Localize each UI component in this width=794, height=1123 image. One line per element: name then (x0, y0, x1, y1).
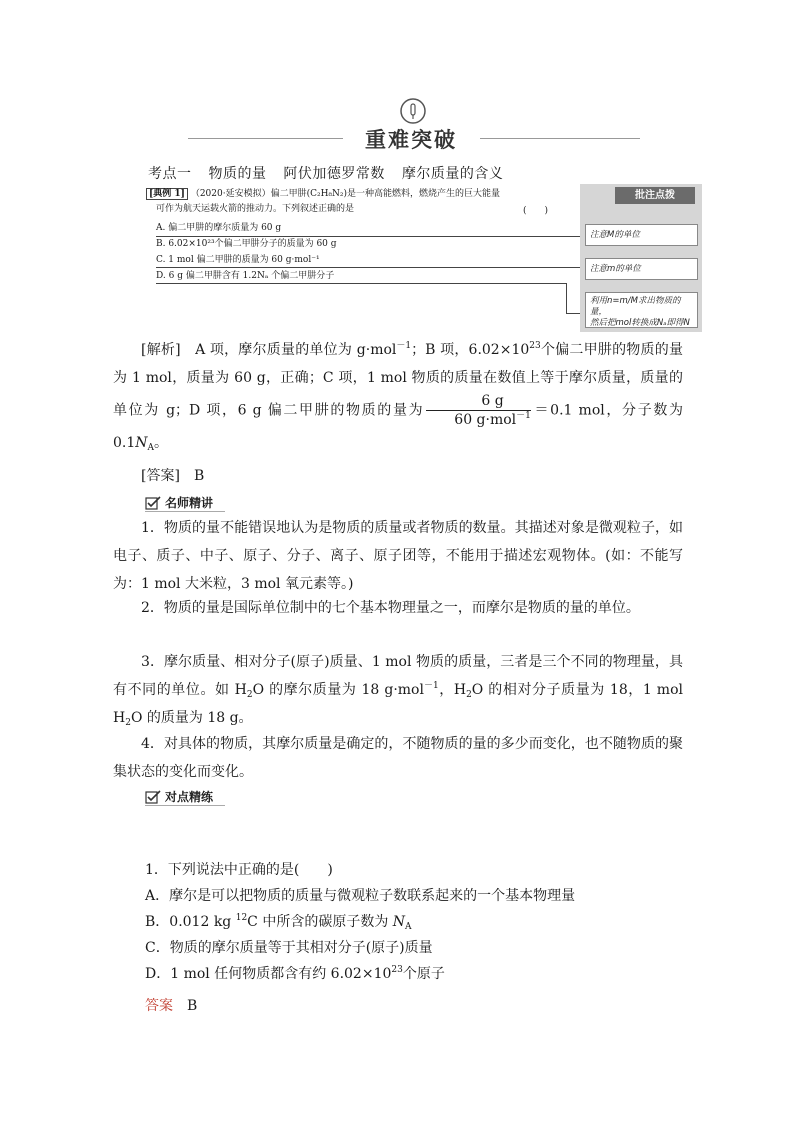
annotation-note-3-line-2: 然后把mol转换成Nₐ即得N (590, 318, 690, 328)
topic-part-2: 阿伏加德罗常数 (283, 166, 385, 182)
banner-rule-left (188, 138, 343, 139)
topic-number: 考点一 (148, 166, 192, 182)
annotation-note-2: 注意m的单位 (585, 258, 698, 280)
leader-line-d-vertical (566, 283, 567, 313)
leader-line-d (156, 283, 366, 284)
annotation-note-3 (585, 292, 698, 328)
annotation-note-3-line-1: 利用n=m/M求出物质的量， (590, 296, 681, 317)
checkmark-pencil-icon (145, 790, 161, 804)
example-lead (146, 188, 500, 200)
example-line2: 可作为航天运载火箭的推动力。下列叙述正确的是 (156, 204, 355, 214)
example-tag: [典例 1] (146, 188, 188, 200)
topic-heading (148, 163, 503, 183)
practice-answer-label: 答案 (145, 998, 173, 1014)
practice-option-b: B．0.012 kg $^{12}$C 中所含的碳原子数为 $N_A$ (145, 913, 412, 932)
teacher-heading-rule (145, 511, 225, 512)
answer-value: B (193, 468, 205, 484)
teacher-point-1: 1．物质的量不能错误地认为是物质的质量或者物质的数量。其描述对象是微观粒子，如电子、质子、中子、原子、分子、离子、原子团等，不能用于描述宏观物体。(如：不能写为：1 mol 大米粒，3 mol 氧元素等。) (113, 520, 683, 592)
teacher-point-4: 4．对具体的物质，其摩尔质量是确定的，不随物质的量的多少而变化，也不随物质的聚集状态的变化而变化。 (113, 736, 683, 780)
section-title: 重难突破 (365, 128, 457, 152)
practice-heading-rule (145, 805, 225, 806)
practice-option-d: D．1 mol 任何物质都含有约 $6.02\times 10^{23}$个原子 (145, 965, 445, 982)
practice-option-a: A．摩尔是可以把物质的质量与微观粒子数联系起来的一个基本物理量 (145, 888, 576, 904)
bulb-icon (398, 96, 428, 126)
example-lead-text: 偏二甲肼(C₂H₈N₂)是一种高能燃料，燃烧产生的巨大能量 (270, 189, 501, 199)
leader-line-a (156, 236, 586, 237)
teacher-heading (145, 494, 213, 511)
banner-rule-right (480, 138, 640, 139)
option-b: B. 6.02×10²³个偏二甲肼分子的质量为 60 g (156, 239, 337, 249)
analysis-label: [解析] (141, 342, 181, 358)
answer-label: [答案] (141, 468, 180, 484)
leader-line-d-ext (366, 283, 566, 284)
checkmark-pencil-icon (145, 496, 161, 510)
practice-answer (145, 992, 715, 1020)
practice-heading (145, 788, 213, 805)
option-a: A. 偏二甲肼的摩尔质量为 60 g (156, 223, 282, 233)
practice-heading-text: 对点精练 (165, 790, 214, 804)
teacher-point-3: 3．摩尔质量、相对分子(原子)质量、1 mol 物质的质量，三者是三个不同的物理量，具有不同的单位。如 $H_2O$ 的摩尔质量为 18 g·mol$^{-1}$，$H_2O$ 的相对分子质量为 18，1 mol $H_2O$ 的质量为 18 g。 (113, 654, 683, 728)
example-paren: ( ) (523, 206, 549, 216)
teacher-point-2: 2．物质的量是国际单位制中的七个基本物理量之一，而摩尔是物质的量的单位。 (141, 600, 640, 616)
practice-question: 1．下列说法中正确的是( ) (145, 862, 333, 878)
leader-line-c (156, 267, 586, 268)
option-c: C. 1 mol 偏二甲肼的质量为 60 g·mol⁻¹ (156, 255, 320, 265)
example-source: （2020·延安模拟） (190, 189, 271, 199)
annotation-note-1: 注意M的单位 (585, 224, 698, 246)
answer-line (113, 462, 683, 490)
annotation-panel-title: 批注点拨 (615, 187, 695, 204)
option-d: D. 6 g 偏二甲肼含有 1.2Nₐ 个偏二甲肼分子 (156, 271, 335, 281)
topic-part-3: 摩尔质量的含义 (401, 166, 504, 182)
teacher-heading-text: 名师精讲 (165, 496, 214, 510)
practice-option-c: C．物质的摩尔质量等于其相对分子(原子)质量 (145, 940, 433, 956)
practice-answer-value: B (187, 998, 198, 1014)
topic-part-1: 物质的量 (208, 166, 267, 182)
fraction: $\frac{6 g}{60 g\cdot mol^{-1}}$ (426, 392, 531, 429)
analysis-paragraph: [解析] A 项，摩尔质量的单位为 g·mol$^{-1}$；B 项，$6.02\times 10^{23}$个偏二甲肼的物质的量为 1 mol，质量为 60 g，正确；C 项，1 mol 物质的质量在数值上等于摩尔质量，质量的单位为 g；D 项，6 g 偏二甲肼的物质的量为 $\frac{6 g}{60 g\cdot mol^{-1}}$ ＝0.1 mol，分子数为 $0.1N_A$。 (113, 341, 683, 453)
